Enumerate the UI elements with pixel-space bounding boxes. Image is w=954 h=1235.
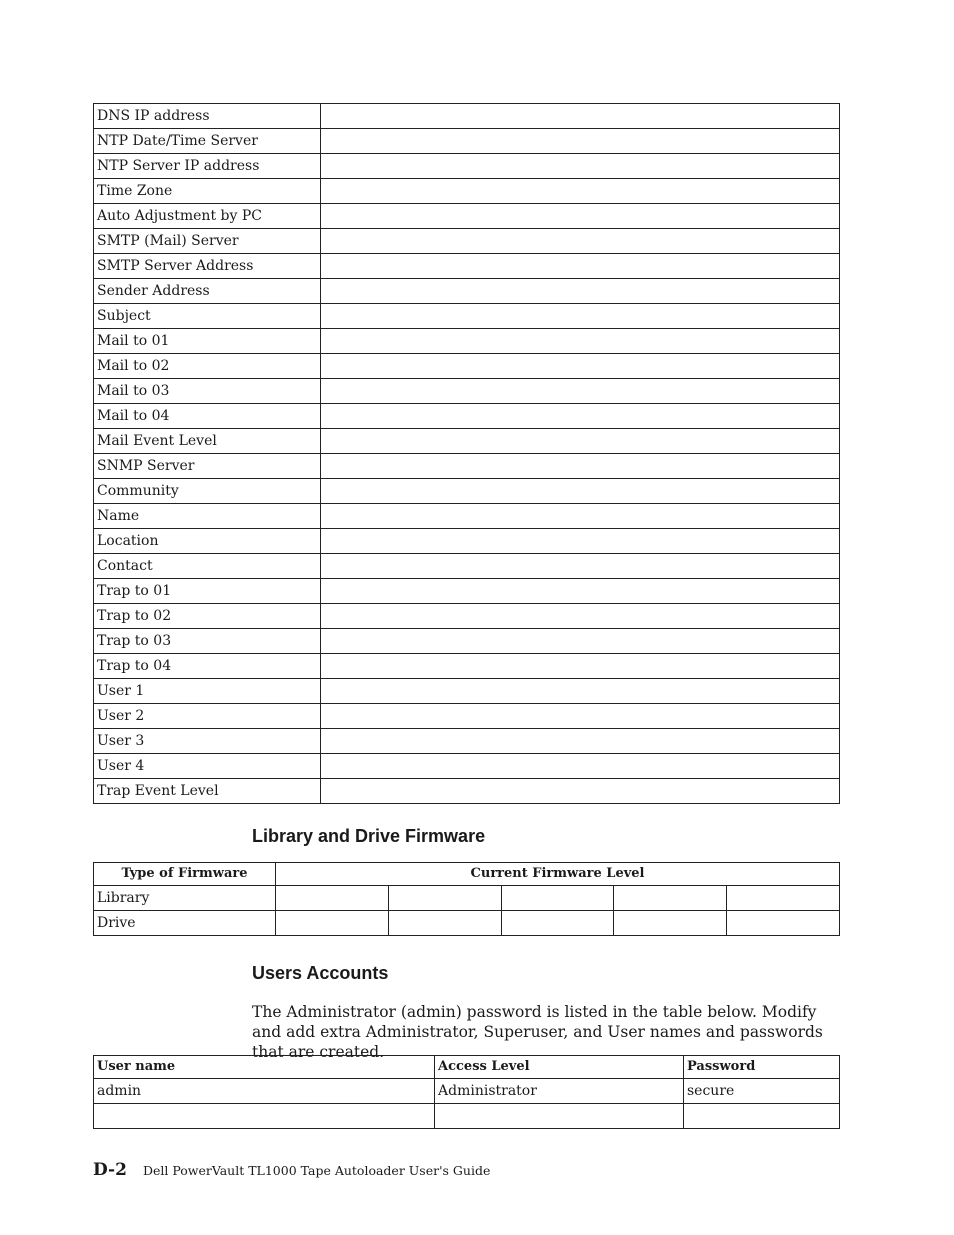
setting-value — [321, 729, 840, 754]
firmware-level-cell — [501, 886, 614, 911]
settings-row — [94, 529, 840, 554]
setting-label: Trap to 02 — [94, 604, 321, 629]
settings-row — [94, 279, 840, 304]
setting-value — [321, 104, 840, 129]
setting-label: User 2 — [94, 704, 321, 729]
setting-value — [321, 504, 840, 529]
firmware-level-cell — [388, 911, 501, 936]
settings-row — [94, 254, 840, 279]
setting-value — [321, 579, 840, 604]
settings-row — [94, 729, 840, 754]
user-name-header: User name — [94, 1056, 435, 1079]
setting-value — [321, 604, 840, 629]
setting-label: DNS IP address — [94, 104, 321, 129]
settings-row — [94, 554, 840, 579]
user-row — [94, 1079, 840, 1104]
firmware-type: Drive — [94, 911, 276, 936]
setting-value — [321, 779, 840, 804]
settings-row — [94, 154, 840, 179]
firmware-level-cell — [727, 911, 840, 936]
page-number: D-2 — [93, 1160, 127, 1180]
users-intro-paragraph: The Administrator (admin) password is listed in the table below. Modify and add extra Administrator, Superuser, and User names and passwords that are created. — [252, 1003, 823, 1061]
setting-label: Mail to 02 — [94, 354, 321, 379]
access-level-header: Access Level — [435, 1056, 684, 1079]
setting-label: Trap to 01 — [94, 579, 321, 604]
settings-row — [94, 129, 840, 154]
settings-row — [94, 354, 840, 379]
settings-row — [94, 179, 840, 204]
user-name-cell: admin — [94, 1079, 435, 1104]
settings-row — [94, 654, 840, 679]
setting-value — [321, 429, 840, 454]
settings-row — [94, 629, 840, 654]
setting-value — [321, 229, 840, 254]
firmware-row — [94, 886, 840, 911]
settings-row — [94, 454, 840, 479]
users-header-row — [94, 1056, 840, 1079]
setting-label: User 1 — [94, 679, 321, 704]
setting-value — [321, 754, 840, 779]
setting-label: NTP Server IP address — [94, 154, 321, 179]
setting-label: Mail to 04 — [94, 404, 321, 429]
setting-value — [321, 129, 840, 154]
access-level-cell: Administrator — [435, 1079, 684, 1104]
setting-label: Subject — [94, 304, 321, 329]
settings-row — [94, 304, 840, 329]
setting-value — [321, 354, 840, 379]
setting-value — [321, 279, 840, 304]
firmware-level-cell — [276, 886, 389, 911]
setting-value — [321, 704, 840, 729]
setting-label: SMTP (Mail) Server — [94, 229, 321, 254]
setting-label: NTP Date/Time Server — [94, 129, 321, 154]
settings-row — [94, 379, 840, 404]
page-footer — [93, 1160, 490, 1180]
settings-row — [94, 479, 840, 504]
setting-label: Mail to 01 — [94, 329, 321, 354]
settings-row — [94, 204, 840, 229]
settings-row — [94, 704, 840, 729]
setting-label: Name — [94, 504, 321, 529]
setting-label: Location — [94, 529, 321, 554]
firmware-table — [93, 862, 840, 936]
firmware-type: Library — [94, 886, 276, 911]
firmware-heading: Library and Drive Firmware — [252, 826, 486, 846]
password-cell — [684, 1104, 840, 1129]
setting-label: Community — [94, 479, 321, 504]
firmware-level-cell — [727, 886, 840, 911]
setting-label: Sender Address — [94, 279, 321, 304]
footer-title: Dell PowerVault TL1000 Tape Autoloader User's Guide — [142, 1163, 491, 1178]
setting-value — [321, 154, 840, 179]
setting-value — [321, 379, 840, 404]
setting-label: Time Zone — [94, 179, 321, 204]
settings-row — [94, 404, 840, 429]
setting-label: SNMP Server — [94, 454, 321, 479]
settings-row — [94, 579, 840, 604]
setting-value — [321, 204, 840, 229]
settings-row — [94, 104, 840, 129]
setting-value — [321, 529, 840, 554]
setting-label: SMTP Server Address — [94, 254, 321, 279]
password-header: Password — [684, 1056, 840, 1079]
setting-value — [321, 304, 840, 329]
setting-value — [321, 554, 840, 579]
users-accounts-heading: Users Accounts — [252, 963, 389, 983]
setting-value — [321, 454, 840, 479]
setting-value — [321, 404, 840, 429]
setting-label: Mail Event Level — [94, 429, 321, 454]
settings-row — [94, 229, 840, 254]
type-of-firmware-header: Type of Firmware — [94, 863, 276, 886]
settings-row — [94, 329, 840, 354]
firmware-level-cell — [501, 911, 614, 936]
setting-label: Trap to 03 — [94, 629, 321, 654]
user-name-cell — [94, 1104, 435, 1129]
password-cell: secure — [684, 1079, 840, 1104]
settings-row — [94, 779, 840, 804]
setting-value — [321, 679, 840, 704]
setting-label: Trap Event Level — [94, 779, 321, 804]
firmware-level-cell — [388, 886, 501, 911]
current-firmware-level-header: Current Firmware Level — [276, 863, 840, 886]
settings-table — [93, 103, 840, 804]
firmware-row — [94, 911, 840, 936]
firmware-level-cell — [276, 911, 389, 936]
settings-row — [94, 429, 840, 454]
settings-row — [94, 754, 840, 779]
setting-value — [321, 179, 840, 204]
setting-label: User 4 — [94, 754, 321, 779]
settings-row — [94, 679, 840, 704]
firmware-level-cell — [614, 886, 727, 911]
settings-row — [94, 504, 840, 529]
setting-value — [321, 254, 840, 279]
firmware-header-row — [94, 863, 840, 886]
access-level-cell — [435, 1104, 684, 1129]
setting-value — [321, 629, 840, 654]
settings-row — [94, 604, 840, 629]
setting-label: Auto Adjustment by PC — [94, 204, 321, 229]
setting-value — [321, 654, 840, 679]
user-row — [94, 1104, 840, 1129]
setting-label: Contact — [94, 554, 321, 579]
setting-label: User 3 — [94, 729, 321, 754]
setting-label: Mail to 03 — [94, 379, 321, 404]
setting-value — [321, 329, 840, 354]
setting-label: Trap to 04 — [94, 654, 321, 679]
firmware-level-cell — [614, 911, 727, 936]
setting-value — [321, 479, 840, 504]
users-table — [93, 1055, 840, 1129]
